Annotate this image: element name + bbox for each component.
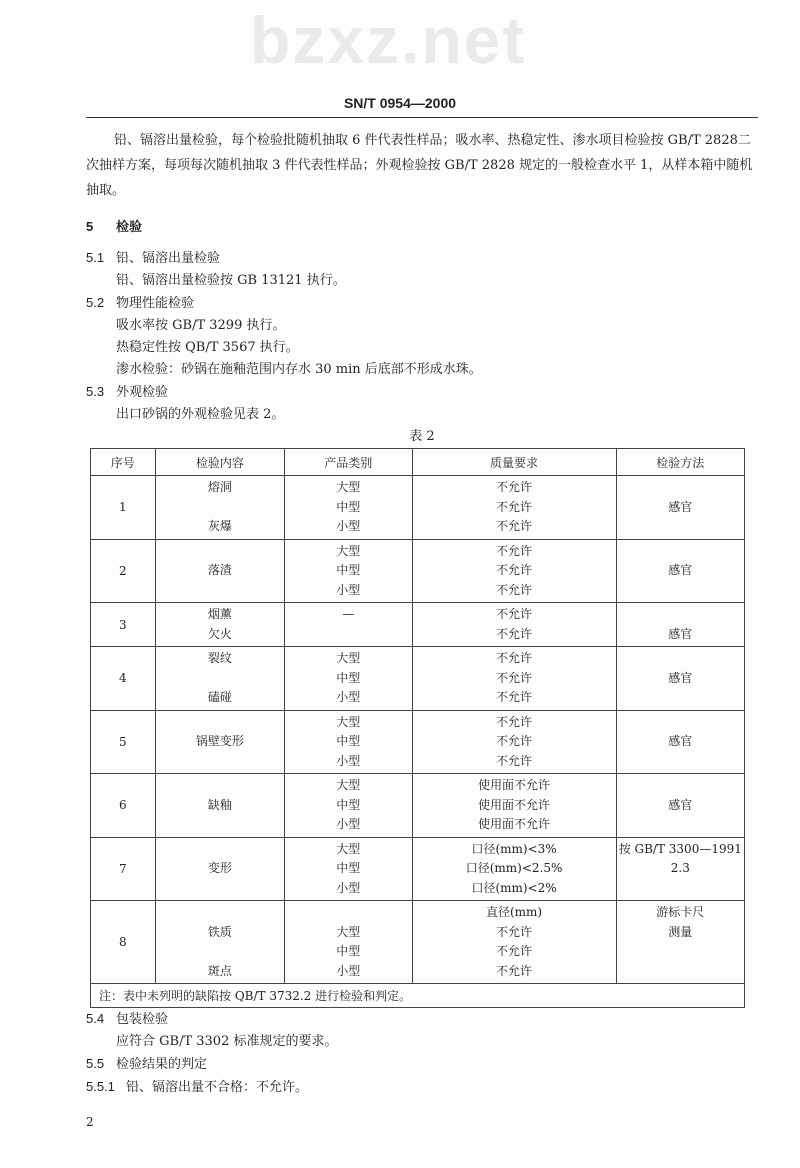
section-5-2-heading [86, 292, 758, 315]
cell-method [616, 710, 744, 774]
cell-line: 灰爆 [207, 519, 232, 533]
cell-line: 不允许 [496, 563, 533, 577]
cell-method [616, 837, 744, 901]
cell-line: 大型 [336, 651, 361, 665]
cell-line: 使用面不允许 [478, 817, 551, 831]
cell-line: 磕碰 [207, 690, 232, 704]
cell-line: 不允许 [496, 690, 533, 704]
cell-line [619, 713, 742, 733]
cell-line [158, 713, 282, 733]
section-number: 5.3 [86, 384, 105, 399]
cell-line: 小型 [336, 690, 361, 704]
standard-code-header: SN/T 0954—2000 [343, 95, 457, 111]
cell-line: 不允许 [496, 499, 533, 514]
cell-line: 缺釉 [207, 797, 232, 812]
cell-line: 口径(mm)<2% [471, 880, 557, 895]
section-number: 5.2 [86, 295, 105, 310]
section-number: 5.1 [86, 250, 105, 265]
cell-quality [412, 774, 616, 838]
cell-type [285, 837, 412, 901]
cell-line: 感官 [668, 670, 693, 685]
cell-line: 小型 [336, 817, 361, 831]
cell-line: 不允许 [496, 626, 533, 641]
cell-line: 使用面不允许 [478, 778, 551, 792]
section-5-2-line: 吸水率按 GB/T 3299 执行。 [116, 318, 286, 333]
cell-method [616, 901, 744, 984]
cell-method [616, 539, 744, 603]
cell-quality [412, 837, 616, 901]
row-number: 5 [91, 710, 156, 774]
table-row [91, 603, 745, 647]
row-number: 2 [91, 539, 156, 603]
page-number: 2 [86, 1115, 94, 1129]
column-header: 检验方法 [616, 449, 744, 476]
cell-line: 不允许 [496, 714, 533, 729]
cell-line: 不允许 [496, 651, 533, 665]
cell-line: 熔洞 [207, 480, 232, 494]
cell-line: — [342, 607, 355, 621]
cell-content [155, 603, 284, 647]
column-header: 质量要求 [412, 449, 616, 476]
cell-line [158, 815, 282, 835]
cell-content [155, 837, 284, 901]
cell-line [287, 903, 409, 923]
cell-line [619, 962, 742, 982]
cell-line: 不允许 [496, 963, 533, 978]
cell-line: 测量 [668, 924, 693, 939]
cell-line: 变形 [207, 861, 232, 875]
table-row [91, 647, 745, 711]
cell-content [155, 774, 284, 838]
watermark: bzxz.net [250, 3, 527, 77]
cell-line: 斑点 [207, 963, 232, 978]
cell-line: 不允许 [496, 607, 533, 621]
section-title: 包装检验 [116, 1012, 169, 1027]
cell-quality [412, 647, 616, 711]
cell-method [616, 647, 744, 711]
cell-line [158, 840, 282, 860]
cell-line: 2.3 [670, 861, 690, 875]
cell-line: 感官 [668, 499, 693, 514]
section-5-1-heading [86, 247, 758, 270]
cell-line: 大型 [336, 924, 361, 939]
cell-line [158, 669, 282, 689]
cell-line: 不允许 [496, 944, 533, 958]
cell-line [619, 478, 742, 498]
cell-line [619, 517, 742, 537]
cell-line: 不允许 [496, 753, 533, 768]
row-number: 8 [91, 901, 156, 984]
cell-line: 大型 [336, 543, 361, 558]
cell-line [619, 581, 742, 601]
cell-line: 大型 [336, 778, 361, 792]
cell-line: 口径(mm)<2.5% [465, 861, 563, 875]
cell-type [285, 710, 412, 774]
cell-line: 不允许 [496, 924, 533, 939]
cell-line: 锅壁变形 [195, 734, 244, 748]
cell-line: 口径(mm)<3% [471, 841, 557, 856]
row-number: 7 [91, 837, 156, 901]
cell-line [619, 542, 742, 562]
cell-line: 直径(mm) [485, 905, 543, 919]
table-row [91, 837, 745, 901]
cell-line: 烟薰 [207, 607, 232, 621]
cell-type [285, 774, 412, 838]
cell-line: 中型 [336, 734, 361, 748]
cell-line: 中型 [336, 499, 361, 514]
section-number: 5 [86, 219, 94, 234]
row-number: 6 [91, 774, 156, 838]
inspection-table [90, 448, 745, 1008]
cell-quality [412, 710, 616, 774]
section-5-3-body: 出口砂锅的外观检验见表 2。 [116, 407, 285, 422]
section-title: 铅、镉溶出量检验 [116, 251, 221, 266]
cell-method [616, 476, 744, 540]
cell-line: 小型 [336, 582, 361, 597]
cell-line: 中型 [336, 944, 361, 958]
section-5-2-line: 渗水检验：砂锅在施釉范围内存水 30 min 后底部不形成水珠。 [116, 362, 482, 377]
cell-line: 不允许 [496, 543, 533, 558]
cell-line: 小型 [336, 753, 361, 768]
section-title: 检验结果的判定 [116, 1057, 208, 1072]
cell-type [285, 901, 412, 984]
table-row [91, 901, 745, 984]
section-title: 检验 [116, 220, 143, 235]
section-5-4-heading [86, 1008, 758, 1031]
cell-line: 中型 [336, 797, 361, 812]
cell-content [155, 647, 284, 711]
cell-line: 中型 [336, 861, 361, 875]
row-number: 3 [91, 603, 156, 647]
cell-line: 大型 [336, 480, 361, 494]
cell-quality [412, 603, 616, 647]
cell-line: 按 GB/T 3300—1991 [618, 841, 742, 856]
cell-line: 游标卡尺 [656, 905, 705, 919]
section-5-5-1 [86, 1076, 758, 1099]
cell-line: 小型 [336, 519, 361, 533]
cell-line: 感官 [668, 563, 693, 577]
document-body [86, 216, 758, 1129]
cell-line [158, 752, 282, 772]
section-5-1-body: 铅、镉溶出量检验按 GB 13121 执行。 [116, 273, 346, 288]
cell-quality [412, 476, 616, 540]
section-title: 物理性能检验 [116, 296, 195, 311]
cell-line: 使用面不允许 [478, 797, 551, 812]
intro-paragraph: 铅、镉溶出量检验，每个检验批随机抽取 6 件代表性样品；吸水率、热稳定性、渗水项目检验按 GB/T 2828二次抽样方案，每项每次随机抽取 3 件代表性样品；外观检验按 GB/T 2828 规定的一般检查水平 1，从样本箱中随机抽取。 [86, 133, 753, 198]
table-note-row [91, 984, 745, 1008]
cell-line: 小型 [336, 963, 361, 978]
cell-content [155, 710, 284, 774]
table-caption: 表 2 [409, 429, 435, 444]
cell-content [155, 539, 284, 603]
cell-content [155, 901, 284, 984]
section-5-2-line: 热稳定性按 QB/T 3567 执行。 [116, 340, 299, 355]
column-header: 产品类别 [285, 449, 412, 476]
cell-line: 中型 [336, 563, 361, 577]
cell-line: 裂纹 [207, 651, 232, 665]
cell-line [619, 942, 742, 962]
cell-method [616, 774, 744, 838]
cell-line: 不允许 [496, 670, 533, 685]
cell-line [158, 542, 282, 562]
cell-line [619, 752, 742, 772]
section-5-5-heading [86, 1053, 758, 1076]
section-number: 5.5.1 [86, 1079, 115, 1094]
cell-line [158, 879, 282, 899]
cell-line: 中型 [336, 670, 361, 685]
table-note: 注：表中未列明的缺陷按 QB/T 3732.2 进行检验和判定。 [91, 984, 745, 1008]
cell-line: 感官 [668, 734, 693, 748]
cell-line [158, 942, 282, 962]
cell-line [619, 815, 742, 835]
cell-type [285, 476, 412, 540]
table-row [91, 539, 745, 603]
cell-line [158, 581, 282, 601]
cell-line: 不允许 [496, 734, 533, 748]
cell-line: 大型 [336, 841, 361, 856]
cell-line [287, 625, 409, 645]
cell-line: 落渣 [207, 563, 232, 577]
cell-line [619, 776, 742, 796]
row-number: 1 [91, 476, 156, 540]
section-5-3-heading [86, 381, 758, 404]
cell-quality [412, 901, 616, 984]
cell-line [619, 879, 742, 899]
table-row [91, 774, 745, 838]
cell-line: 感官 [668, 797, 693, 812]
cell-line: 铁质 [207, 924, 232, 939]
cell-quality [412, 539, 616, 603]
section-number: 5.5 [86, 1056, 105, 1071]
cell-line [158, 776, 282, 796]
cell-type [285, 539, 412, 603]
section-text: 铅、镉溶出量不合格：不允许。 [126, 1080, 309, 1095]
cell-line: 不允许 [496, 582, 533, 597]
cell-method [616, 603, 744, 647]
section-title: 外观检验 [116, 385, 169, 400]
cell-type [285, 603, 412, 647]
cell-line [619, 605, 742, 625]
column-header: 检验内容 [155, 449, 284, 476]
cell-line: 大型 [336, 714, 361, 729]
cell-line: 欠火 [207, 626, 232, 641]
cell-content [155, 476, 284, 540]
cell-line: 不允许 [496, 480, 533, 494]
column-header: 序号 [91, 449, 156, 476]
cell-type [285, 647, 412, 711]
cell-line [158, 903, 282, 923]
row-number: 4 [91, 647, 156, 711]
header-rule [86, 117, 758, 118]
cell-line: 小型 [336, 880, 361, 895]
section-5-4-body: 应符合 GB/T 3302 标准规定的要求。 [116, 1034, 338, 1049]
cell-line [158, 498, 282, 518]
cell-line [619, 688, 742, 708]
cell-line: 感官 [668, 626, 693, 641]
table-row [91, 710, 745, 774]
cell-line [619, 649, 742, 669]
table-header-row [91, 449, 745, 476]
section-5-heading [86, 216, 758, 239]
section-number: 5.4 [86, 1011, 105, 1026]
cell-line: 不允许 [496, 519, 533, 533]
table-row [91, 476, 745, 540]
